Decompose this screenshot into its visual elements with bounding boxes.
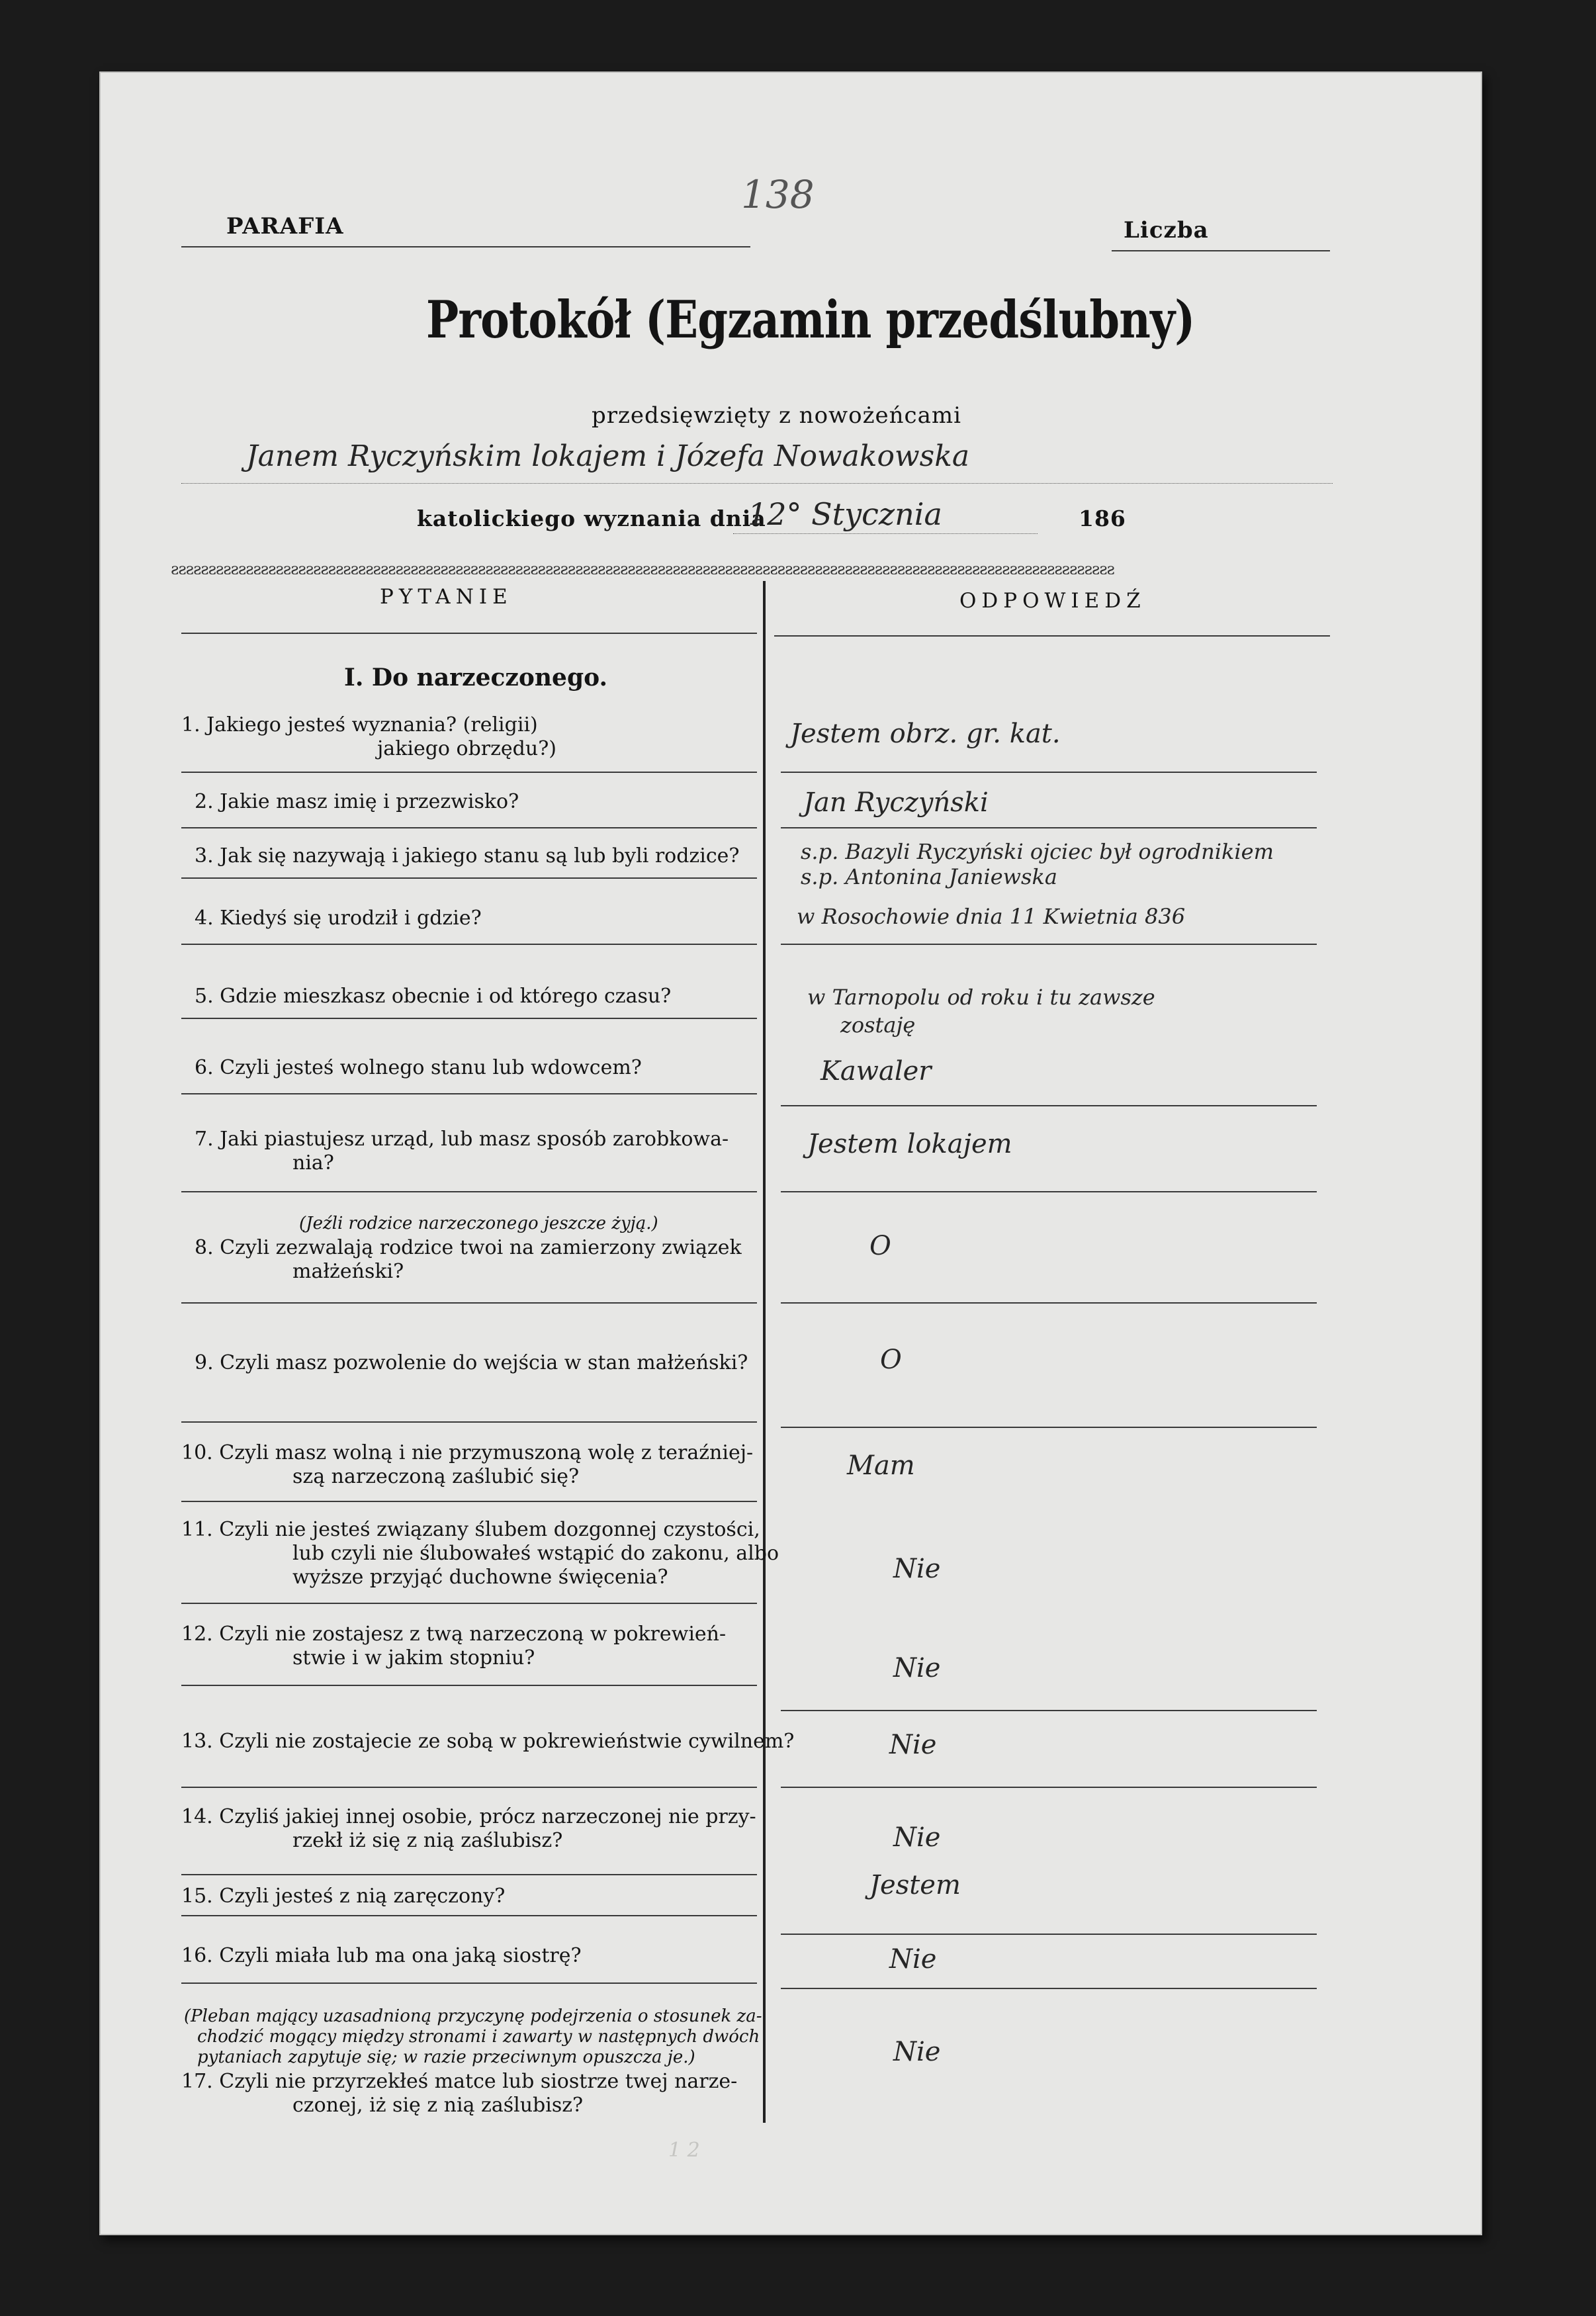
question-4: 4. Kiedyś się urodził i gdzie?: [195, 907, 482, 930]
question-10: 10. Czyli masz wolną i nie przymuszoną wolę z teraźniej-: [181, 1441, 754, 1464]
question-5-rule: [181, 1018, 757, 1019]
answer-12: Nie: [893, 1653, 941, 1683]
page-number: 138: [741, 172, 815, 217]
answer-9: O: [880, 1345, 902, 1375]
question-17-note-line2: chodzić mogący między stronami i zawarty w następnych dwóch: [197, 2027, 760, 2047]
answer-15: Jestem: [869, 1870, 961, 1900]
question-15: 15. Czyli jesteś z nią zaręczony?: [181, 1885, 506, 1908]
answer-10: Mam: [847, 1450, 915, 1481]
answer-13-rule: [781, 1787, 1317, 1788]
question-16: 16. Czyli miała lub ma ona jaką siostrę?: [181, 1944, 582, 1967]
question-8-line2: małżeński?: [292, 1260, 404, 1283]
question-14: 14. Czyliś jakiej innej osobie, prócz narzeczonej nie przy-: [181, 1805, 756, 1828]
answer-2-rule: [781, 827, 1317, 828]
answer-6-rule: [781, 1105, 1317, 1106]
header-rule-right: [774, 635, 1330, 637]
question-14-line2: rzekł iż się z nią zaślubisz?: [292, 1829, 563, 1852]
question-2-rule: [181, 827, 757, 828]
question-8-note: (Jeźli rodzice narzeczonego jeszcze żyją.): [299, 1214, 658, 1233]
question-15-rule: [181, 1915, 757, 1916]
question-12-rule: [181, 1685, 757, 1686]
answer-4: w Rosochowie dnia 11 Kwietnia 836: [797, 904, 1186, 929]
question-6: 6. Czyli jesteś wolnego stanu lub wdowcem?: [195, 1056, 642, 1079]
pencil-mark-bottom: 1 2: [668, 2139, 700, 2162]
question-17: 17. Czyli nie przyrzekłeś matce lub siostrze twej narze-: [181, 2070, 738, 2093]
liczba-label: Liczba: [1124, 217, 1209, 244]
parafia-line: [181, 246, 750, 247]
answer-7: Jestem lokajem: [807, 1129, 1012, 1159]
answer-3-father: s.p. Bazyli Ryczyński ojciec był ogrodnikiem: [801, 839, 1274, 864]
answer-1: Jestem obrz. gr. kat.: [790, 719, 1061, 749]
answer-7-rule: [781, 1191, 1317, 1192]
column-header-question: PYTANIE: [380, 585, 513, 609]
document-title: Protokół (Egzamin przedślubny): [426, 290, 1195, 350]
question-17-note: (Pleban mający uzasadnioną przyczynę podejrzenia o stosunek za-: [184, 2006, 762, 2026]
question-4-rule: [181, 944, 757, 945]
question-3: 3. Jak się nazywają i jakiego stanu są lub byli rodzice?: [195, 844, 740, 868]
question-12-line2: stwie i w jakim stopniu?: [292, 1646, 535, 1670]
question-1-line2: jakiego obrzędu?): [377, 737, 556, 760]
answer-12-rule: [781, 1710, 1317, 1711]
answer-5-line2: zostaję: [840, 1012, 916, 1038]
date-handwritten: 12° Stycznia: [748, 496, 942, 532]
couple-names: Janem Ryczyńskim lokajem i Józefa Nowakowska: [246, 439, 970, 473]
answer-15-rule: [781, 1934, 1317, 1935]
question-5: 5. Gdzie mieszkasz obecnie i od którego czasu?: [195, 985, 672, 1008]
question-17-line2: czonej, iż się z nią zaślubisz?: [292, 2094, 584, 2117]
answer-6: Kawaler: [820, 1056, 932, 1087]
answer-16-rule: [781, 1988, 1317, 1989]
liczba-line: [1112, 250, 1330, 251]
question-6-rule: [181, 1093, 757, 1094]
answer-11: Nie: [893, 1554, 941, 1584]
answer-4-rule: [781, 944, 1317, 945]
answer-1-rule: [781, 772, 1317, 773]
answer-9-rule: [781, 1427, 1317, 1428]
column-header-answer: ODPOWIEDŹ: [959, 589, 1146, 613]
question-8: 8. Czyli zezwalają rodzice twoi na zamierzony związek: [195, 1236, 742, 1259]
document-subtitle: przedsięwzięty z nowożeńcami: [592, 402, 961, 429]
question-11-line2: lub czyli nie ślubowałeś wstąpić do zakonu, albo: [292, 1542, 779, 1565]
date-line: [733, 533, 1038, 534]
question-13-rule: [181, 1787, 757, 1788]
date-prefix: katolickiego wyznania dnia: [417, 506, 766, 531]
answer-8: O: [869, 1231, 891, 1261]
document-page: [99, 71, 1482, 2235]
question-7-line2: nia?: [292, 1151, 334, 1175]
question-11-line3: wyższe przyjąć duchowne święcenia?: [292, 1566, 668, 1589]
question-10-rule: [181, 1501, 757, 1502]
question-14-rule: [181, 1874, 757, 1875]
section-title: I. Do narzeczonego.: [344, 664, 608, 691]
question-17-note-line3: pytaniach zapytuje się; w razie przeciwnym opuszcza je.): [197, 2047, 695, 2067]
answer-13: Nie: [889, 1730, 937, 1760]
question-11-rule: [181, 1603, 757, 1604]
question-9: 9. Czyli masz pozwolenie do wejścia w stan małżeński?: [195, 1351, 748, 1374]
answer-14: Nie: [893, 1822, 941, 1853]
question-2: 2. Jakie masz imię i przezwisko?: [195, 790, 519, 813]
decorative-border: ƨƨƨƨƨƨƨƨƨƨƨƨƨƨƨƨƨƨƨƨƨƨƨƨƨƨƨƨƨƨƨƨƨƨƨƨƨƨƨƨƨƨƨƨƨƨƨƨƨƨƨƨƨƨƨƨƨƨƨƨƨƨƨƨƨƨƨƨƨƨƨƨƨƨƨƨƨƨƨƨƨƨƨƨƨƨƨƨƨƨƨƨƨƨƨƨƨƨƨƨƨƨƨƨƨƨƨƨƨƨƨƨƨƨƨƨƨƨƨƨƨƨƨƨƨƨ: [171, 560, 1114, 574]
couple-line: [181, 483, 1333, 484]
answer-16: Nie: [889, 1944, 937, 1975]
question-7: 7. Jaki piastujesz urząd, lub masz sposób zarobkowa-: [195, 1128, 729, 1151]
answer-3-mother: s.p. Antonina Janiewska: [801, 864, 1057, 889]
question-1-rule: [181, 772, 757, 773]
header-rule-left: [181, 633, 757, 634]
answer-8-rule: [781, 1302, 1317, 1304]
answer-17: Nie: [893, 2037, 941, 2067]
question-8-rule: [181, 1302, 757, 1304]
parafia-label: PARAFIA: [226, 213, 344, 240]
year-prefix: 186: [1079, 506, 1126, 531]
question-16-rule: [181, 1982, 757, 1984]
question-1: 1. Jakiego jesteś wyznania? (religii): [181, 713, 538, 736]
answer-5: w Tarnopolu od roku i tu zawsze: [807, 985, 1155, 1010]
question-10-line2: szą narzeczoną zaślubić się?: [292, 1465, 580, 1488]
column-divider: [763, 581, 766, 2123]
question-7-rule: [181, 1191, 757, 1192]
answer-2: Jan Ryczyński: [803, 787, 989, 818]
question-3-rule: [181, 877, 757, 879]
question-9-rule: [181, 1421, 757, 1423]
question-12: 12. Czyli nie zostajesz z twą narzeczoną w pokrewień-: [181, 1623, 727, 1646]
question-11: 11. Czyli nie jesteś związany ślubem dozgonnej czystości,: [181, 1518, 760, 1541]
question-13: 13. Czyli nie zostajecie ze sobą w pokrewieństwie cywilnem?: [181, 1730, 795, 1753]
